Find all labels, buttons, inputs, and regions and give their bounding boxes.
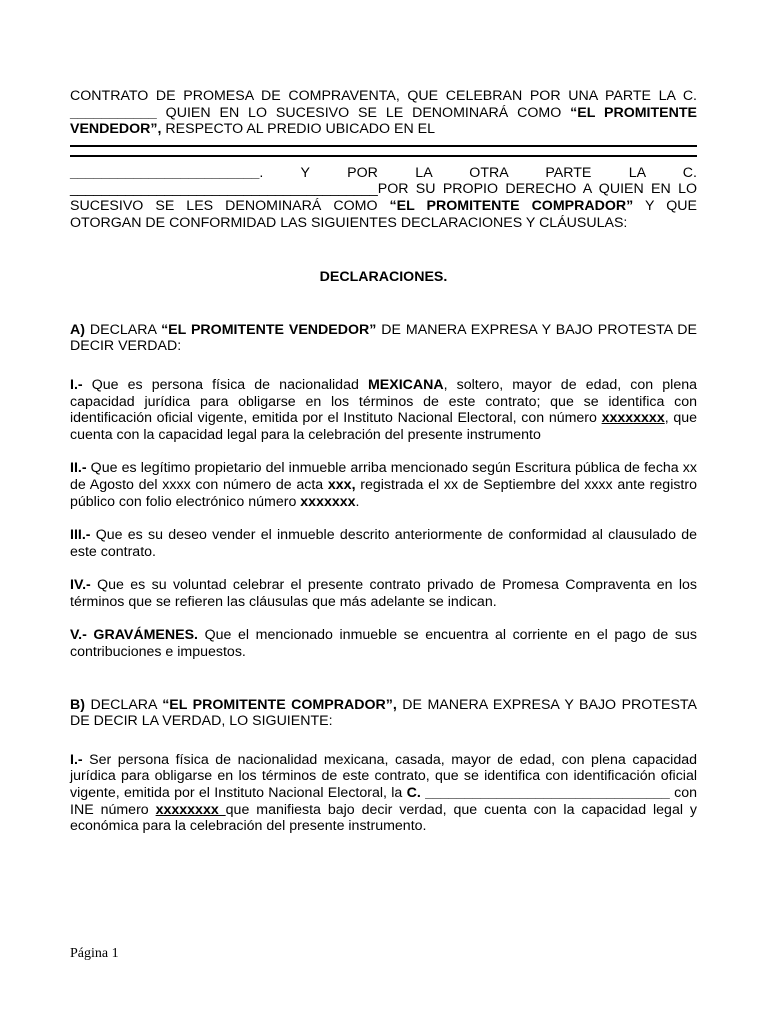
buyer-name-blank: _______________________________________ <box>70 181 378 198</box>
declaration-lead: II.- <box>70 460 87 477</box>
declaration-text: con INE número <box>70 785 697 818</box>
section-b-lead: B) <box>70 696 85 713</box>
section-a-text: DECLARA <box>84 321 162 338</box>
declaration-text: Ser persona física de nacionalidad mexicana, casada, mayor de edad, con plena capacidad jurídica para obligarse en los términos de este contrato, que se identifica con identificación oficial vigente, emitida por el Instituto Nacional Electoral, la <box>70 751 697 802</box>
seller-name-blank: ___________ <box>70 104 157 121</box>
declaration-a2 <box>70 460 697 510</box>
property-blank: ________________________ <box>70 164 260 181</box>
deed-number: xxx, <box>327 476 356 493</box>
declarations-heading: DECLARACIONES. <box>319 269 448 286</box>
declaration-b1 <box>70 752 697 835</box>
buyer-name-blank: _______________________________ <box>425 785 670 802</box>
declaration-lead: III.- <box>70 527 91 544</box>
declaration-a5 <box>70 627 697 660</box>
declaration-text: Que es legítimo propietario del inmueble arriba mencionado según Escritura pública de fecha xx de Agosto del xxxx con número de acta <box>70 460 697 493</box>
ine-number: xxxxxxxx <box>155 801 226 818</box>
section-b-text: DECLARA <box>84 696 163 713</box>
section-a-party: “EL PROMITENTE VENDEDOR” <box>161 321 377 338</box>
declaration-text: que manifiesta bajo decir verdad, que cuenta con la capacidad legal y económica para la celebración del presente instrumento. <box>70 801 697 835</box>
section-b-text: DE MANERA EXPRESA Y BAJO PROTESTA DE DECIR LA VERDAD, LO SIGUIENTE: <box>70 696 697 730</box>
declaration-text: . <box>355 493 360 510</box>
declaration-text: Que es persona física de nacionalidad <box>82 376 368 393</box>
section-a-text: DE MANERA EXPRESA Y BAJO PROTESTA DE DECIR VERDAD: <box>70 321 697 355</box>
declaration-text: registrada el xx de Septiembre del xxxx ante registro público con folio electrónico número <box>70 476 697 510</box>
intro-text: QUIEN EN LO SUCESIVO SE LE DENOMINARÁ COMO <box>156 104 571 121</box>
section-b-party: “EL PROMITENTE COMPRADOR”, <box>162 696 397 713</box>
id-number: xxxxxxxx <box>601 410 665 427</box>
intro-text: Y QUE OTORGAN DE CONFORMIDAD LAS SIGUIENTES DECLARACIONES Y CLÁUSULAS: <box>70 197 698 231</box>
section-a <box>70 322 697 355</box>
buyer-party-label: “EL PROMITENTE COMPRADOR” <box>389 197 634 214</box>
section-a-lead: A) <box>70 321 85 338</box>
declaration-text: Que es su voluntad celebrar el presente contrato privado de Promesa Compraventa en los términos que se refieren las cláusulas que más adelante se indican. <box>70 577 697 610</box>
intro-paragraph <box>70 88 697 231</box>
property-blank-line <box>70 145 697 147</box>
document-body <box>70 88 697 835</box>
intro-text: . Y POR LA OTRA PARTE LA C. <box>259 164 697 181</box>
declaration-lead: I.- <box>70 376 83 393</box>
page-number: Página 1 <box>70 946 119 961</box>
intro-text: C. <box>682 88 697 104</box>
declaration-text: Que es su deseo vender el inmueble descrito anteriormente de conformidad al clausulado de este contrato. <box>70 527 697 560</box>
declaration-lead: IV.- <box>70 577 91 594</box>
declaration-a1 <box>70 377 697 443</box>
declaration-text: Que el mencionado inmueble se encuentra al corriente en el pago de sus contribuciones e impuestos. <box>70 627 697 661</box>
declaration-a3 <box>70 527 697 560</box>
folio-number: xxxxxxx <box>300 493 356 510</box>
section-b <box>70 697 697 730</box>
buyer-c-label: C. <box>406 785 421 802</box>
intro-text: CONTRATO DE PROMESA DE COMPRAVENTA, QUE CELEBRAN POR UNA PARTE LA <box>70 88 676 104</box>
property-blank-line <box>70 155 697 157</box>
declaration-lead: I.- <box>70 751 83 768</box>
nationality: MEXICANA <box>367 376 444 393</box>
seller-party-label: “EL PROMITENTE VENDEDOR”, <box>70 104 697 138</box>
intro-text: POR SU PROPIO DERECHO A QUIEN EN LO SUCESIVO SE LES DENOMINARÁ COMO <box>70 181 697 214</box>
declaration-a4 <box>70 577 697 610</box>
declaration-text: , que cuenta con la capacidad legal para la celebración del presente instrumento <box>70 410 697 443</box>
declaration-text: , soltero, mayor de edad, con plena capacidad jurídica para obligarse en los términos de este contrato; que se identifica con identificación oficial vigente, emitida por el Instituto Nacional Electoral, con número <box>70 376 697 427</box>
intro-text: RESPECTO AL PREDIO UBICADO EN EL <box>161 121 436 138</box>
declaration-lead: V.- GRAVÁMENES. <box>70 627 198 644</box>
